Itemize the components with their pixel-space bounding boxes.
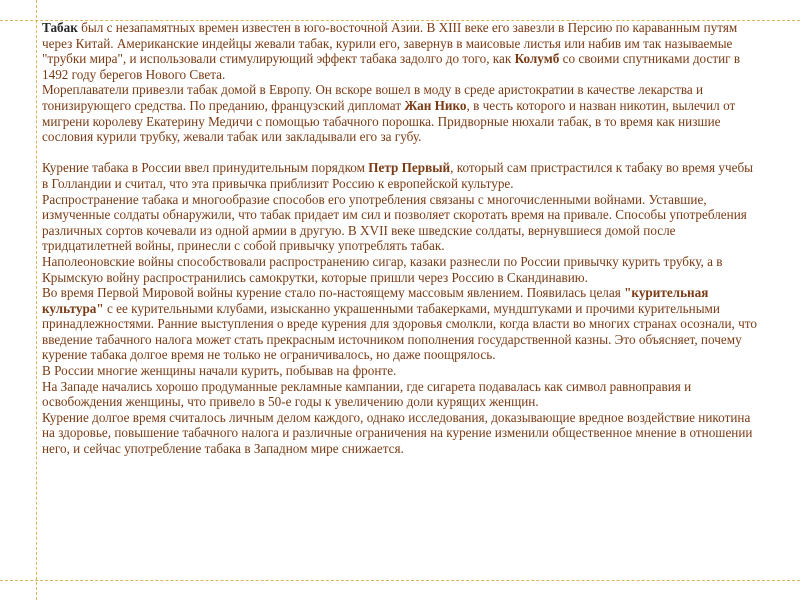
paragraph [42,285,762,363]
text-run: Курение долгое время считалось личным делом каждого, однако исследования, доказывающие вредное воздействие никотина на здоровье, повышение табачного налога и различные ограничения на курение изменили общественное мнение в отношении него, и сейчас употребление табака в Западном мире снижается. [42,409,753,457]
text-run: Курение табака в России ввел принудительным порядком [42,160,369,176]
bold-name: Жан Нико [404,97,467,113]
article-text [42,20,762,457]
text-run: Распространение табака и многообразие способов его употребления связаны с многочисленными войнами. Уставшие, измученные солдаты обнаружили, что табак придает им сил и позволяет скоротать время на привале. Способы употребления различных сортов кочевали из одной армии в другую. В XVII веке шведские солдаты, вернувшиеся домой после тридцатилетней войны, принесли с собой привычку употреблять табак. [42,191,747,254]
lead-word: Табак [42,20,78,35]
text-run: Мореплаватели привезли табак домой в Европу. Он вскоре вошел в моду в среде аристократии в качестве лекарства и тонизирующего средства. По преданию, французский дипломат [42,82,704,113]
text-run: В России многие женщины начали курить, побывав на фронте. [42,363,397,379]
paragraph-gap [42,145,762,161]
paragraph [42,379,762,410]
text-run: со своими спутниками достиг в 1492 году берегов Нового Света. [42,51,741,82]
bold-name: "курительная культура" [42,285,709,316]
vertical-guide-line [36,0,37,600]
text-run: , в честь которого и назван никотин, вылечил от мигрени королеву Екатерину Медичи с помощью табачного порошка. Придворные нюхали табак, в то время как низшие сословия курили трубку, жевали табак или закладывали его за губу. [42,97,736,145]
text-run: Наполеоновские войны способствовали распространению сигар, казаки разнесли по России привычку курить трубку, а в Крымскую войну распространились самокрутки, которые пришли через Россию в Скандинавию. [42,253,723,285]
text-run: был с незапамятных времен известен в юго-восточной Азии. В XIII веке его завезли в Персию по караванным путям через Китай. Американские индейцы жевали табак, курили его, завернув в маисовые листья или набив им так называемые "трубки мира", и использовали стимулирующий эффект табака задолго до того, как [42,20,738,67]
text-run: На Западе начались хорошо продуманные рекламные кампании, где сигарета подавалась как символ равноправия и освобождения женщины, что привело в 50-е годы к увеличению доли курящих женщин. [42,378,692,410]
paragraph [42,363,762,379]
text-run: Во время Первой Мировой войны курение стало по-настоящему массовым явлением. Появилась целая [42,285,625,301]
paragraph [42,20,762,82]
paragraph [42,254,762,285]
text-run: , который сам пристрастился к табаку во время учебы в Голландии и считал, что эта привычка приблизит Россию к европейской культуре. [42,160,754,191]
paragraph [42,82,762,144]
bold-name: Петр Первый [368,160,451,176]
text-run: с ее курительными клубами, изысканно украшенными табакерками, мундштуками и прочими курительными принадлежностями. Ранние выступления о вреде курения для здоровья смолкли, когда власти во многих странах осознали, что введение табачного налога может стать прекрасным источником пополнения государственной казны. Это объясняет, почему курение табака долгое время не только не ограничивалось, но даже поощрялось. [42,300,757,363]
bottom-guide-line [0,580,800,581]
paragraph [42,410,762,457]
paragraph [42,160,762,191]
bold-name: Колумб [514,51,560,67]
paragraph [42,192,762,254]
